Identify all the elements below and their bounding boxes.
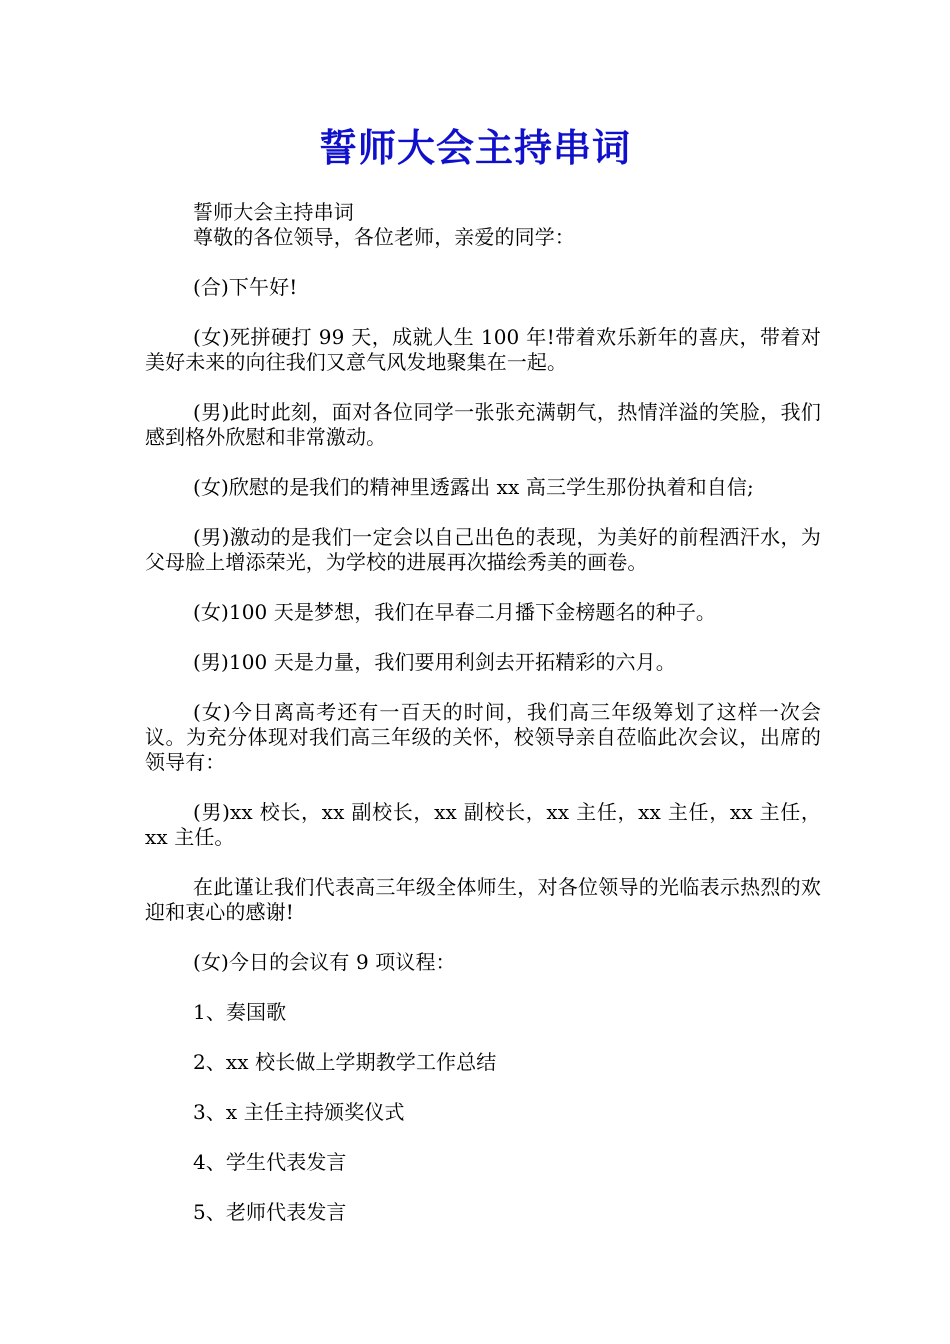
agenda-item: 4、学生代表发言	[193, 1150, 347, 1174]
document-title: 誓师大会主持串词	[318, 125, 631, 170]
agenda-item: 5、老师代表发言	[193, 1200, 347, 1224]
paragraph: (男)激动的是我们一定会以自己出色的表现，为美好的前程洒汗水，为父母脸上增添荣光，为学校的进展再次描绘秀美的画卷。	[145, 525, 821, 574]
paragraph: (男)100 天是力量，我们要用利剑去开拓精彩的六月。	[193, 650, 676, 674]
paragraph: (合)下午好!	[193, 275, 298, 299]
document-body	[145, 200, 821, 1225]
paragraph: (女)100 天是梦想，我们在早春二月播下金榜题名的种子。	[193, 600, 717, 624]
paragraph: (女)今日的会议有 9 项议程：	[193, 950, 456, 974]
agenda-item: 1、奏国歌	[193, 1000, 287, 1024]
paragraph-greeting: 尊敬的各位领导，各位老师，亲爱的同学：	[193, 225, 575, 249]
agenda-item: 2、xx 校长做上学期教学工作总结	[193, 1050, 497, 1074]
paragraph-subtitle: 誓师大会主持串词	[193, 200, 354, 224]
paragraph: (女)今日离高考还有一百天的时间，我们高三年级筹划了这样一次会议。为充分体现对我们高三年级的关怀，校领导亲自莅临此次会议，出席的领导有：	[145, 700, 821, 774]
paragraph: (女)欣慰的是我们的精神里透露出 xx 高三学生那份执着和自信;	[193, 475, 754, 499]
paragraph: (男)此时此刻，面对各位同学一张张充满朝气，热情洋溢的笑脸，我们感到格外欣慰和非常激动。	[145, 400, 821, 449]
agenda-item: 3、x 主任主持颁奖仪式	[193, 1100, 405, 1124]
paragraph: (女)死拼硬打 99 天，成就人生 100 年!带着欢乐新年的喜庆，带着对美好未来的向往我们又意气风发地聚集在一起。	[145, 325, 821, 374]
paragraph: 在此谨让我们代表高三年级全体师生，对各位领导的光临表示热烈的欢迎和衷心的感谢!	[145, 875, 821, 924]
paragraph: (男)xx 校长，xx 副校长，xx 副校长，xx 主任，xx 主任，xx 主任，xx 主任。	[145, 800, 821, 849]
